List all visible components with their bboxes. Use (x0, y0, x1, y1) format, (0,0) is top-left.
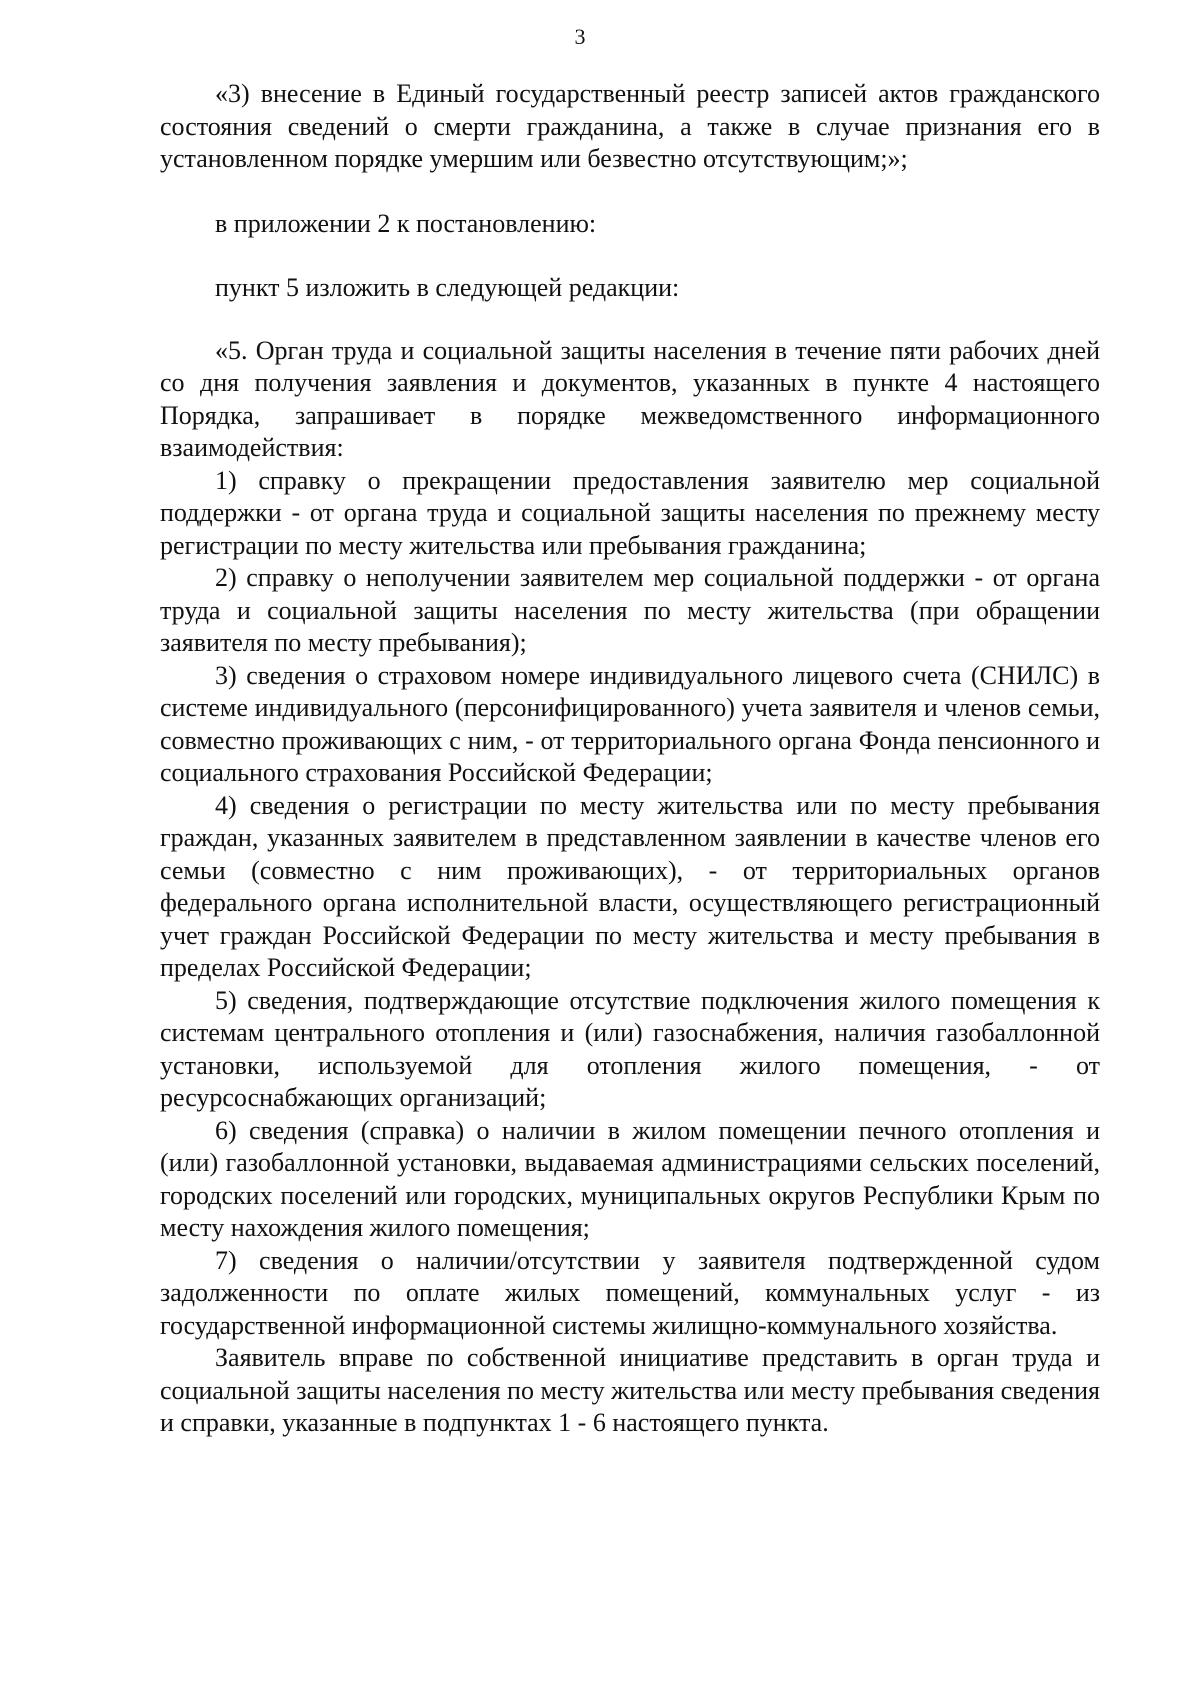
paragraph-point-5-intro: пункт 5 изложить в следующей редакции: (215, 273, 680, 302)
paragraph-subitem-1: 1) справку о прекращении предоставления заявителю мер социальной поддержки - от органа труда и социальной защиты населения по прежнему месту регистрации по месту жительства или пребывания гражданина; (160, 465, 1100, 560)
paragraph-subitem-7: 7) сведения о наличии/отсутствии у заявителя подтвержденной судом задолженности по оплате жилых помещений, коммунальных услуг - из государственной информационной системы жилищно-коммунального хозяйства. (160, 1245, 1100, 1340)
paragraph-subitem-2: 2) справку о неполучении заявителем мер социальной поддержки - от органа труда и социальной защиты населения по месту жительства (при обращении заявителя по месту пребывания); (160, 563, 1100, 657)
paragraph-applicant-right: Заявитель вправе по собственной инициативе представить в орган труда и социальной защиты населения по месту жительства или месту пребывания сведения и справки, указанные в подпунктах 1 - 6 настоящего пункта. (160, 1343, 1100, 1437)
paragraph-appendix-2: в приложении 2 к постановлению: (215, 208, 597, 238)
paragraph-subitem-6: 6) сведения (справка) о наличии в жилом помещении печного отопления и (или) газобаллонной установки, выдаваемая администрациями сельских поселений, городских поселений или городских, муниципальных округов Республики Крым по месту нахождения жилого помещения; (160, 1115, 1100, 1242)
paragraph-subitem-3: 3) сведения о страховом номере индивидуального лицевого счета (СНИЛС) в системе индивидуального (персонифицированного) учета заявителя и членов семьи, совместно проживающих с ним, - от территориального органа Фонда пенсионного и социального страхования Российской Федерации; (160, 660, 1100, 787)
paragraph-point-5: «5. Орган труда и социальной защиты населения в течение пяти рабочих дней со дня получения заявления и документов, указанных в пункте 4 настоящего Порядка, запрашивает в порядке межведомственного информационного взаимодействия: (160, 335, 1100, 462)
paragraph-subitem-5: 5) сведения, подтверждающие отсутствие подключения жилого помещения к системам центрального отопления и (или) газоснабжения, наличия газобаллонной установки, используемой для отопления жилого помещения, - от ресурсоснабжающих организаций; (160, 985, 1100, 1112)
document-body (160, 78, 1100, 1440)
paragraph-amendment-item-3: «3) внесение в Единый государственный реестр записей актов гражданского состояния сведений о смерти гражданина, а также в случае признания его в установленном порядке умершим или безвестно отсутствующим;»; (160, 79, 1100, 173)
paragraph-subitem-4: 4) сведения о регистрации по месту жительства или по месту пребывания граждан, указанных заявителем в представленном заявлении в качестве членов его семьи (совместно с ним проживающих), - от территориальных органов федерального органа исполнительной власти, осуществляющего регистрационный учет граждан Российской Федерации по месту жительства и месту пребывания в пределах Российской Федерации; (160, 790, 1100, 982)
page-number: 3 (574, 24, 586, 49)
